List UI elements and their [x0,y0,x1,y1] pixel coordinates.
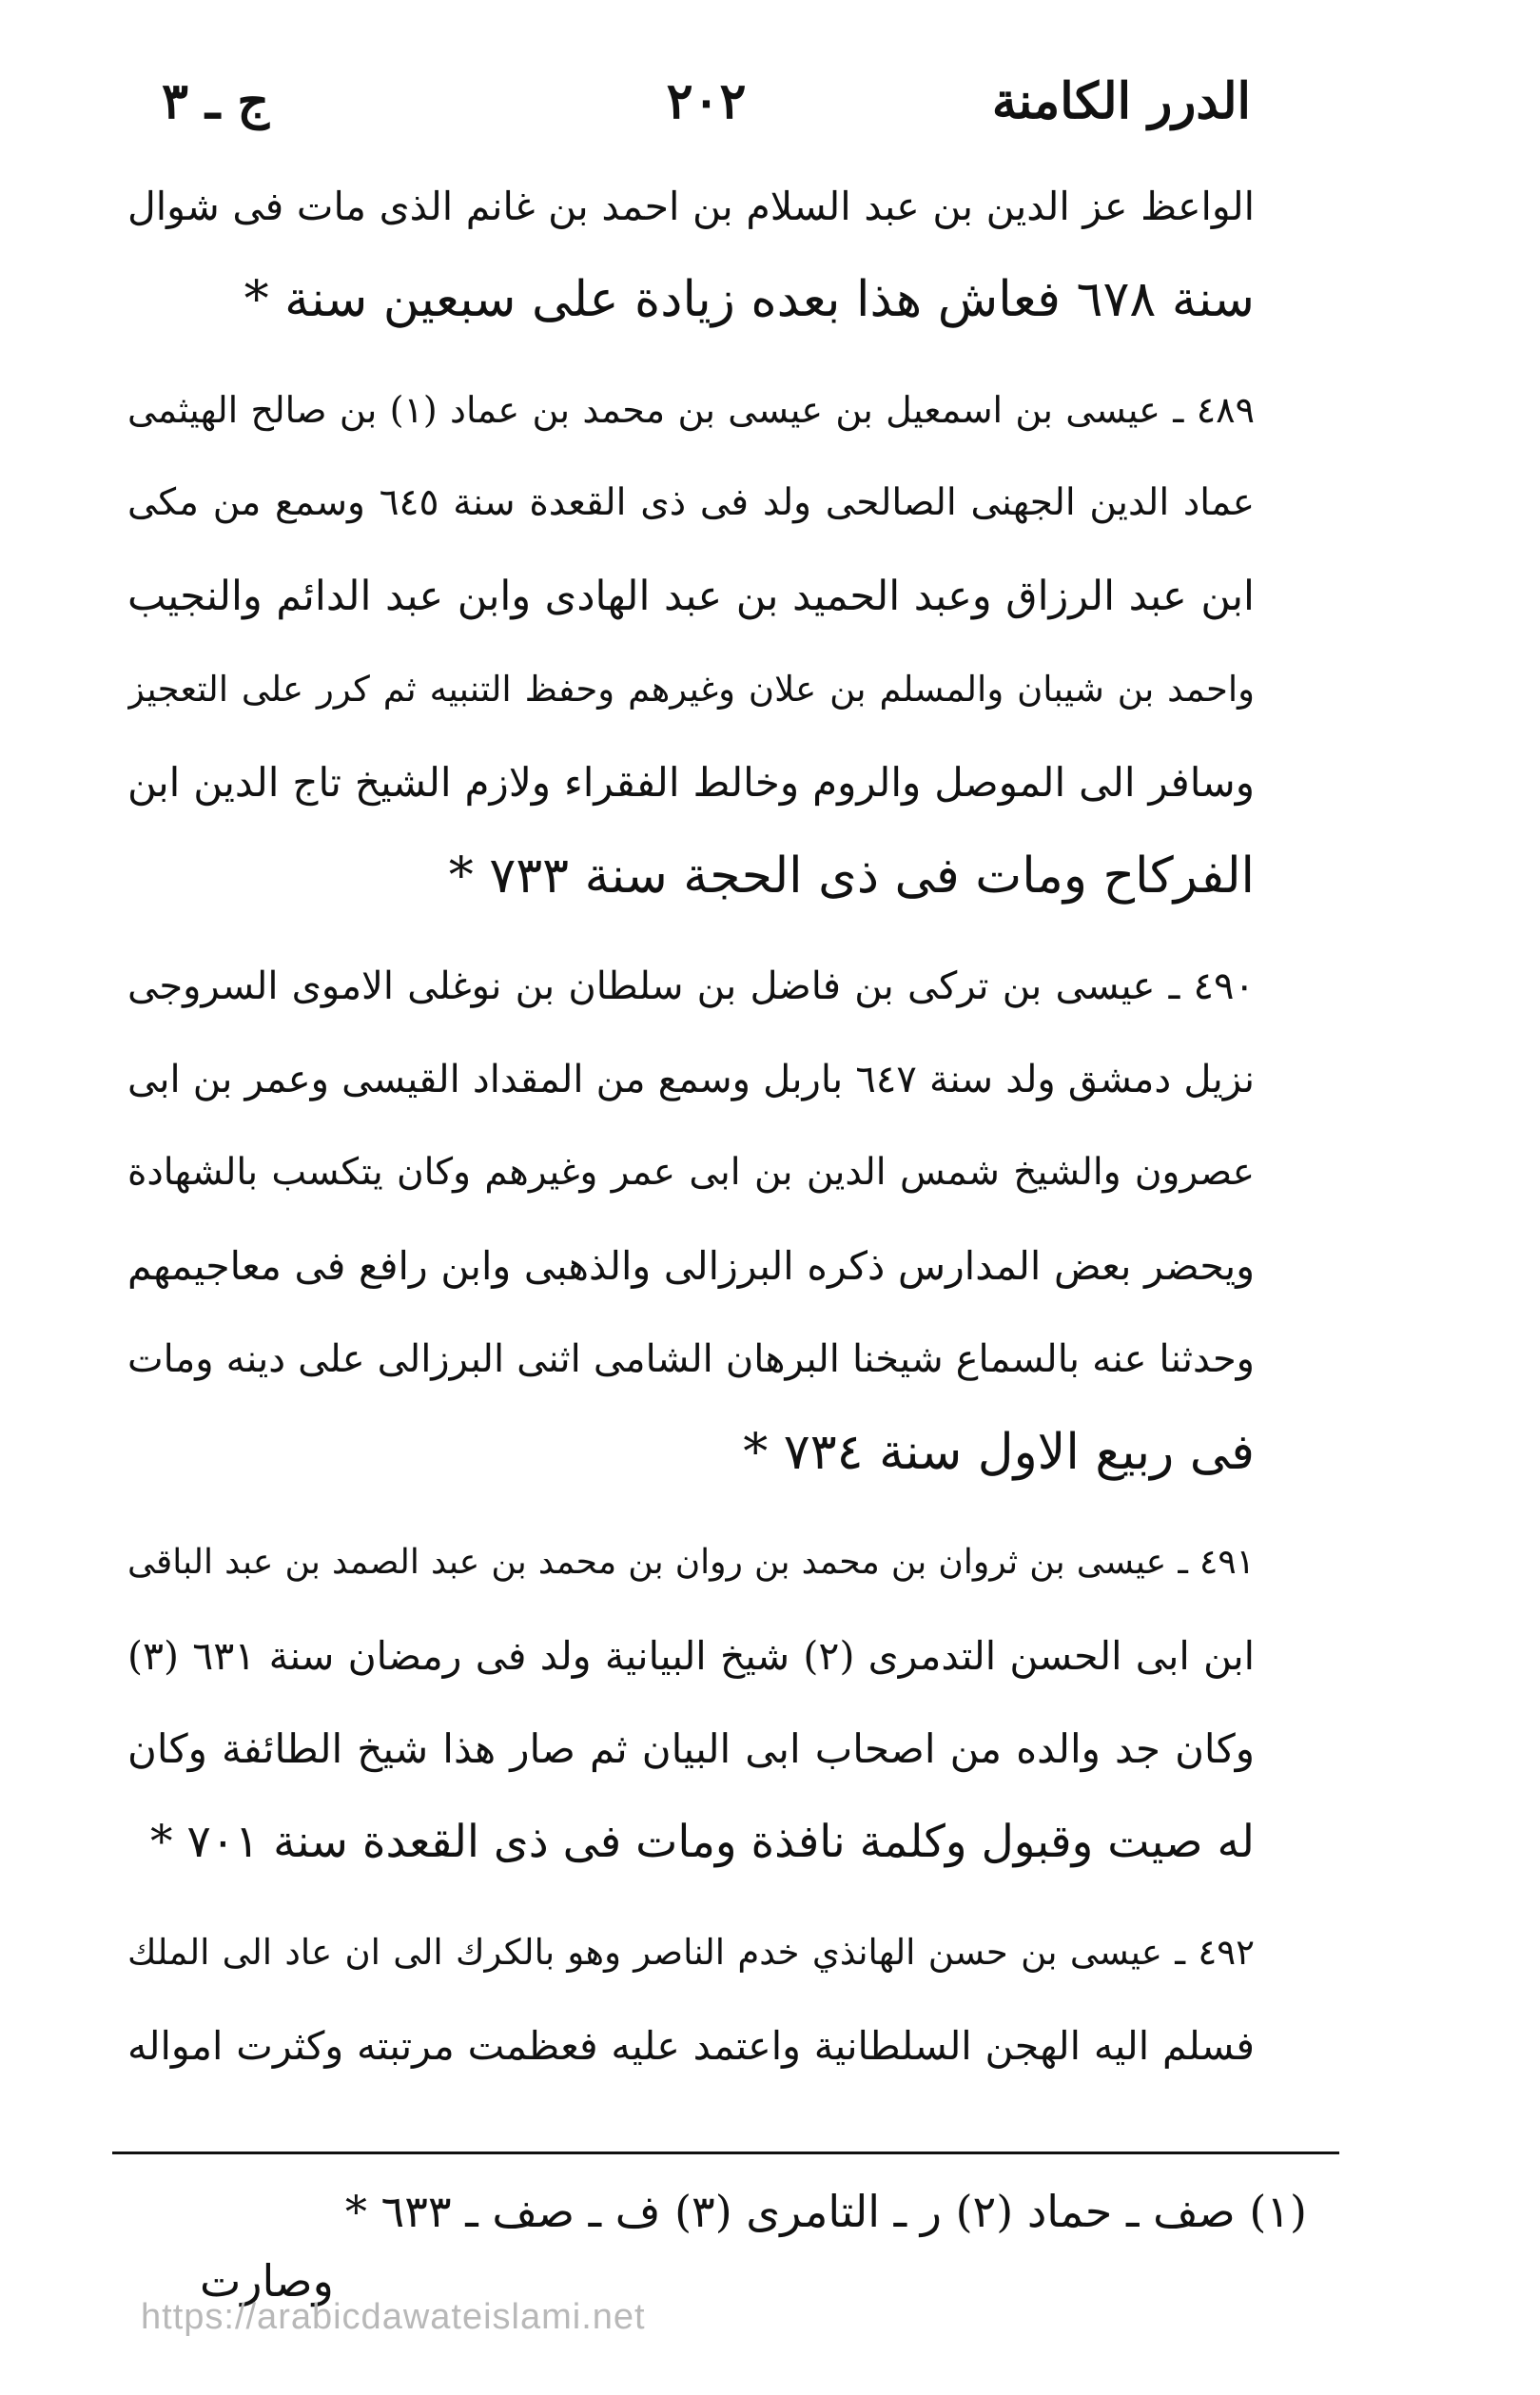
volume-label: ج ـ ٣ [162,72,269,130]
text-line: وسافر الى الموصل والروم وخالط الفقراء ولازم الشيخ تاج الدين ابن [127,759,1255,806]
main-text [127,160,1255,2093]
text-line: ابن ابى الحسن التدمرى (٢) شيخ البيانية ولد فى رمضان سنة ٦٣١ (٣) [127,1633,1255,1679]
text-line: عماد الدين الجهنى الصالحى ولد فى ذى القعدة سنة ٦٤٥ وسمع من مكى [127,481,1255,524]
text-line: عصرون والشيخ شمس الدين بن ابى عمر وغيرهم وكان يتكسب بالشهادة [127,1151,1255,1194]
text-line: الفركاح ومات فى ذى الحجة سنة ٧٣٣ * [448,847,1255,905]
text-line: فى ربيع الاول سنة ٧٣٤ * [743,1424,1255,1481]
footnote-divider [112,2152,1339,2154]
text-line: سنة ٦٧٨ فعاش هذا بعده زيادة على سبعين سنة * [244,271,1255,328]
text-line: نزيل دمشق ولد سنة ٦٤٧ باربل وسمع من المقداد القيسى وعمر بن ابى [127,1058,1255,1101]
text-line: واحمد بن شيبان والمسلم بن علان وغيرهم وحفظ التنبيه ثم كرر على التعجيز [127,669,1255,710]
text-line: فسلم اليه الهجن السلطانية واعتمد عليه فعظمت مرتبته وكثرت امواله [127,2023,1255,2069]
text-line: وحدثنا عنه بالسماع شيخنا البرهان الشامى اثنى البرزالى على دينه ومات [127,1337,1255,1381]
book-title: الدرر الكامنة [991,72,1251,130]
entry-492-heading: ٤٩٢ ـ عيسى بن حسن الهانذي خدم الناصر وهو بالكرك الى ان عاد الى الملك [127,1932,1255,1973]
text-line: له صيت وقبول وكلمة نافذة ومات فى ذى القعدة سنة ٧٠١ * [150,1816,1255,1868]
text-line: الواعظ عز الدين بن عبد السلام بن احمد بن غانم الذى مات فى شوال [127,184,1255,229]
running-header [162,59,1251,145]
page-number: ٢٠٢ [666,72,747,130]
text-line: وكان جد والده من اصحاب ابى البيان ثم صار هذا شيخ الطائفة وكان [127,1725,1255,1772]
text-line: ويحضر بعض المدارس ذكره البرزالى والذهبى وابن رافع فى معاجيمهم [127,1243,1255,1289]
catchword: وصارت [200,2255,334,2307]
entry-490-heading: ٤٩٠ ـ عيسى بن تركى بن فاضل بن سلطان بن نوغلى الاموى السروجى [127,964,1255,1008]
entry-489-heading: ٤٨٩ ـ عيسى بن اسمعيل بن عيسى بن محمد بن عماد (١) بن صالح الهيثمى [127,389,1255,431]
entry-491-heading: ٤٩١ ـ عيسى بن ثروان بن محمد بن روان بن محمد بن عبد الصمد بن عبد الباقى [127,1543,1255,1582]
footnotes: (١) صف ـ حماد (٢) ر ـ التامرى (٣) ف ـ صف ـ ٦٣٣ * [344,2186,1307,2237]
text-line: ابن عبد الرزاق وعبد الحميد بن عبد الهادى وابن عبد الدائم والنجيب [127,573,1255,620]
watermark-url: https://arabicdawateislami.net [141,2297,646,2337]
